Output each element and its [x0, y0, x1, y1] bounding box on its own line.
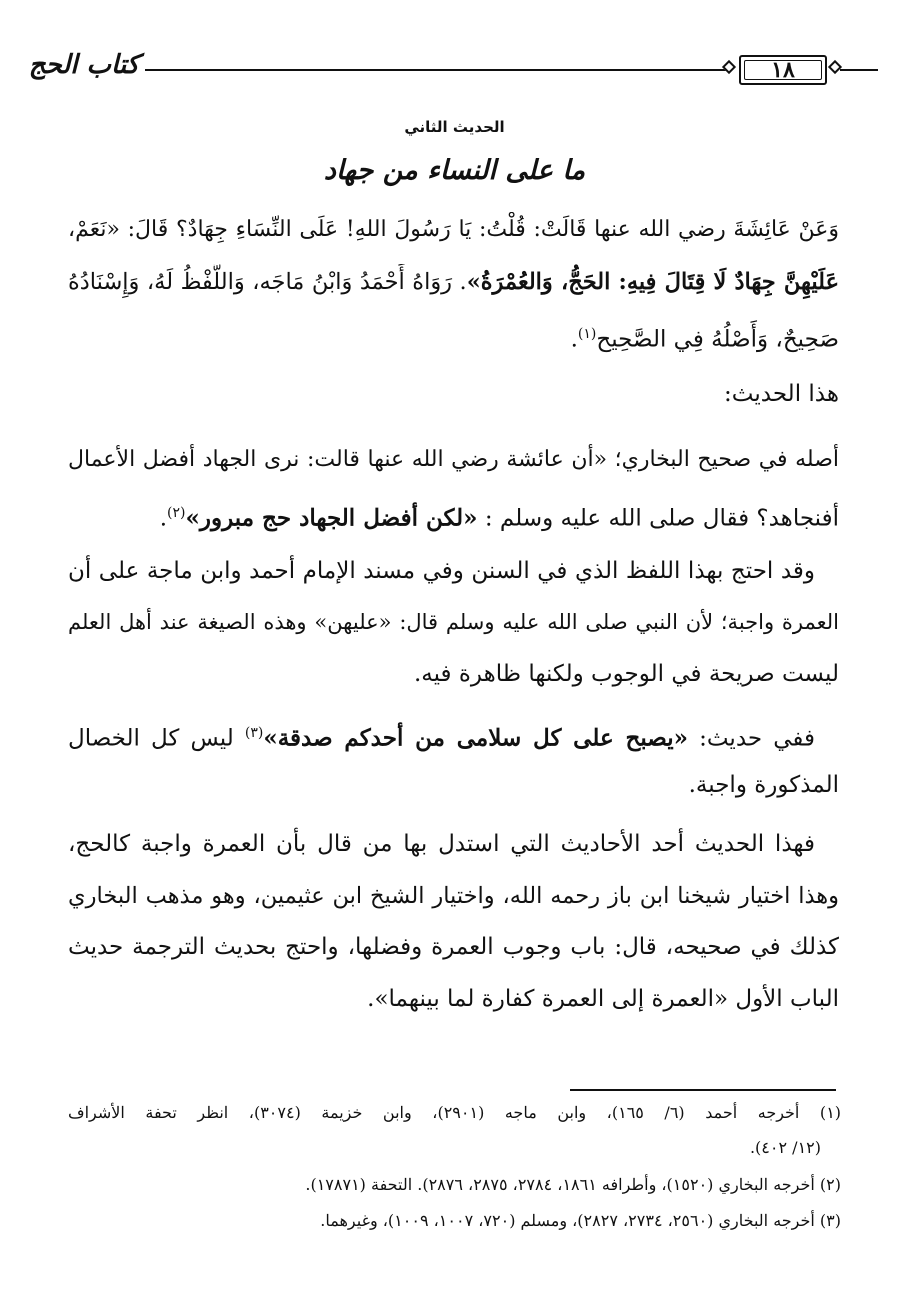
hadith-line-1: وَعَنْ عَائِشَةَ رضي الله عنها قَالَتْ: قُلْتُ: يَا رَسُولَ اللهِ! عَلَى النِّسَاءِ جِهَادٌ؟ قَالَ: «نَعَمْ،: [68, 217, 839, 242]
p3-line-2: المذكورة واجبة.: [688, 772, 839, 798]
bold-hadith-quote: «لكن أفضل الجهاد حج مبرور»: [185, 504, 478, 532]
footnote-1-line-2: (١٢/ ٤٠٢).: [749, 1138, 821, 1157]
p4-line-3: كذلك في صحيحه، قال: باب وجوب العمرة وفضلها، واحتج بحديث الترجمة حديث: [68, 934, 839, 960]
running-header-book-title: كتاب الحج: [28, 50, 140, 80]
p2-line-3: ليست صريحة في الوجوب ولكنها ظاهرة فيه.: [413, 661, 839, 687]
header-ornament-left: [722, 60, 736, 74]
bold-hadith-quote: «يصبح على كل سلامى من أحدكم صدقة»: [263, 724, 688, 752]
chapter-title: ما على النساء من جهاد: [323, 155, 586, 186]
header-rule-left: [145, 69, 727, 71]
hadith-number-heading: الحديث الثاني: [404, 118, 505, 136]
page-number: ١٨: [771, 57, 795, 83]
p2-line-1: وقد احتج بهذا اللفظ الذي في السنن وفي مسند الإمام أحمد وابن ماجة على أن: [68, 558, 815, 584]
header-rule-right: [840, 69, 878, 71]
hadith-line-3: صَحِيحٌ، وَأَصْلُهُ فِي الصَّحِيحِ$^{(١)}$.: [570, 326, 839, 353]
p1-line-1: أصله في صحيح البخاري؛ «أن عائشة رضي الله عنها قالت: نرى الجهاد أفضل الأعمال: [68, 447, 839, 472]
hadith-line-2: عَلَيْهِنَّ جِهَادٌ لَا قِتَالَ فِيهِ: الحَجُّ، وَالعُمْرَةُ». رَوَاهُ أَحْمَدُ وَابْنُ مَاجَه، وَاللَّفْظُ لَهُ، وَإِسْنَادُهُ: [68, 269, 839, 295]
footnote-1-line-1: (١) أخرجه أحمد (٦/ ١٦٥)، وابن ماجه (٢٩٠١)، وابن خزيمة (٣٠٧٤)، انظر تحفة الأشراف: [68, 1103, 841, 1122]
footnote-ref-2[interactable]: (٢): [167, 505, 186, 521]
p2-line-2: العمرة واجبة؛ لأن النبي صلى الله عليه وسلم قال: «عليهن» وهذه الصيغة عند أهل العلم: [68, 610, 839, 634]
p4-line-4: الباب الأول «العمرة إلى العمرة كفارة لما بينهما».: [367, 986, 839, 1012]
p1-line-2: أفنجاهد؟ فقال صلى الله عليه وسلم : «لكن أفضل الجهاد حج مبرور»$^{(٢)}$.: [159, 504, 839, 532]
footnote-ref-1[interactable]: (١): [577, 326, 597, 342]
footnote-3: (٣) أخرجه البخاري (٢٥٦٠، ٢٧٣٤، ٢٨٢٧)، ومسلم (٧٢٠، ١٠٠٧، ١٠٠٩)، وغيرهما.: [320, 1211, 841, 1230]
page-number-frame: [739, 55, 827, 85]
hadith-quote-bold: عَلَيْهِنَّ جِهَادٌ لَا قِتَالَ فِيهِ: الحَجُّ، وَالعُمْرَةُ»: [466, 269, 839, 295]
p4-line-1: فهذا الحديث أحد الأحاديث التي استدل بها من قال بأن العمرة واجبة كالحج،: [68, 831, 815, 857]
header-ornament-right: [828, 60, 842, 74]
p3-line-1: ففي حديث: «يصبح على كل سلامى من أحدكم صدقة»$^{(٣)}$ ليس كل الخصال: [68, 724, 816, 752]
footnote-ref-3[interactable]: (٣): [244, 725, 264, 741]
footnote-separator: [570, 1089, 836, 1091]
p4-line-2: وهذا اختيار شيخنا ابن باز رحمه الله، واختيار الشيخ ابن عثيمين، وهو مذهب البخاري: [68, 883, 839, 909]
footnote-2: (٢) أخرجه البخاري (١٥٢٠)، وأطرافه ١٨٦١، ٢٧٨٤، ٢٨٧٥، ٢٨٧٦). التحفة (١٧٨٧١).: [305, 1175, 841, 1194]
intro-line: هذا الحديث:: [724, 381, 839, 407]
